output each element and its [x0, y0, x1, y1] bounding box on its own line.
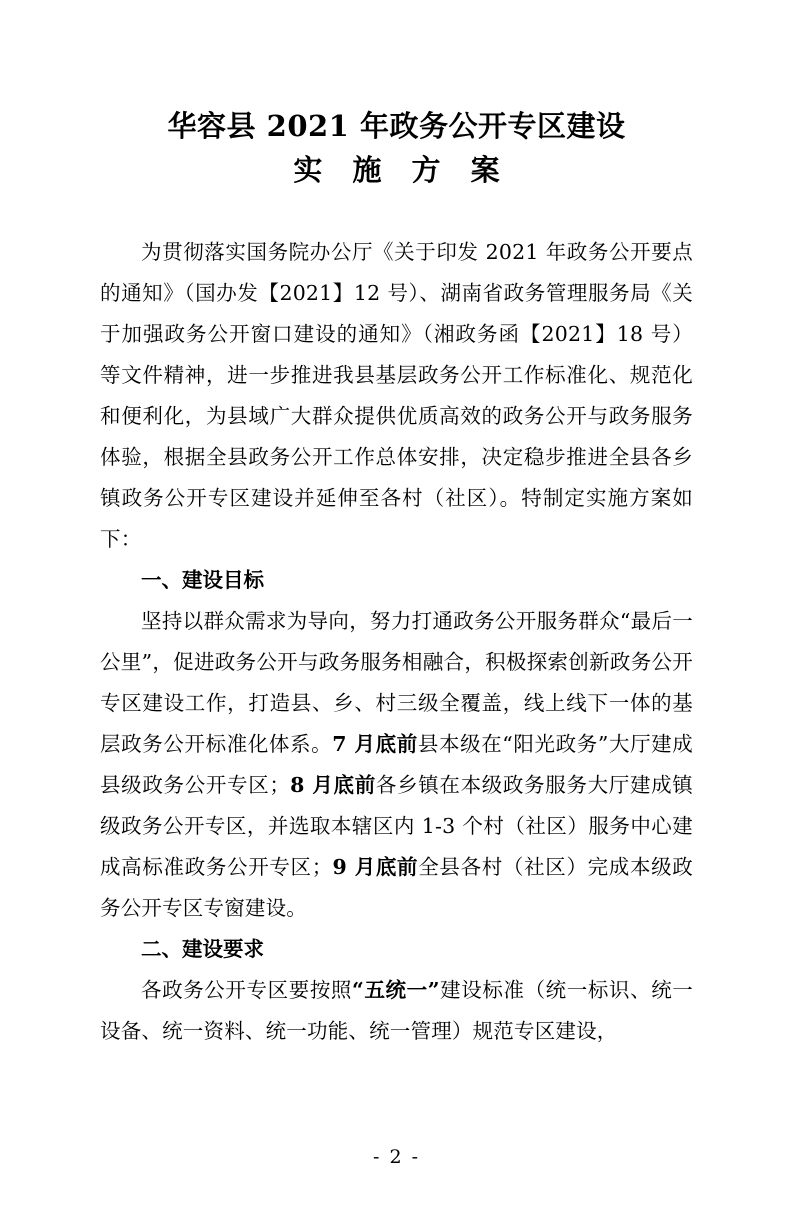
intro-paragraph: 为贯彻落实国务院办公厅《关于印发 2021 年政务公开要点的通知》（国办发【2021】12 号）、湖南省政务管理服务局《关于加强政务公开窗口建设的通知》（湘政务函【2021】18 号）等文件精神，进一步推进我县基层政务公开工作标准化、规范化和便利化，为县域广大群众提供优质高效的政务公开与政务服务体验，根据全县政务公开工作总体安排，决定稳步推进全县各乡镇政务公开专区建设并延伸至各村（社区）。特制定实施方案如下： [100, 240, 693, 551]
section-heading-2: 二、建设要求 [141, 937, 264, 961]
title-line-2: 实 施 方 案 [293, 153, 510, 187]
page-title [100, 104, 693, 192]
document-body [100, 232, 693, 1052]
section-2-body: 各政务公开专区要按照“五统一”建设标准（统一标识、统一设备、统一资料、统一功能、统一管理）规范专区建设， [100, 978, 693, 1043]
title-line-1: 华容县 2021 年政务公开专区建设 [167, 109, 626, 143]
page-number: - 2 - [372, 1146, 420, 1168]
section-1-body: 坚持以群众需求为导向，努力打通政务公开服务群众“最后一公里”，促进政务公开与政务服务相融合，积极探索创新政务公开专区建设工作，打造县、乡、村三级全覆盖，线上线下一体的基层政务公开标准化体系。7 月底前县本级在“阳光政务”大厅建成县级政务公开专区；8 月底前各乡镇在本级政务服务大厅建成镇级政务公开专区，并选取本辖区内 1-3 个村（社区）服务中心建成高标准政务公开专区；9 月底前全县各村（社区）完成本级政务公开专区专窗建设。 [100, 609, 694, 920]
document-page [0, 104, 793, 1226]
section-heading-1: 一、建设目标 [141, 568, 264, 592]
